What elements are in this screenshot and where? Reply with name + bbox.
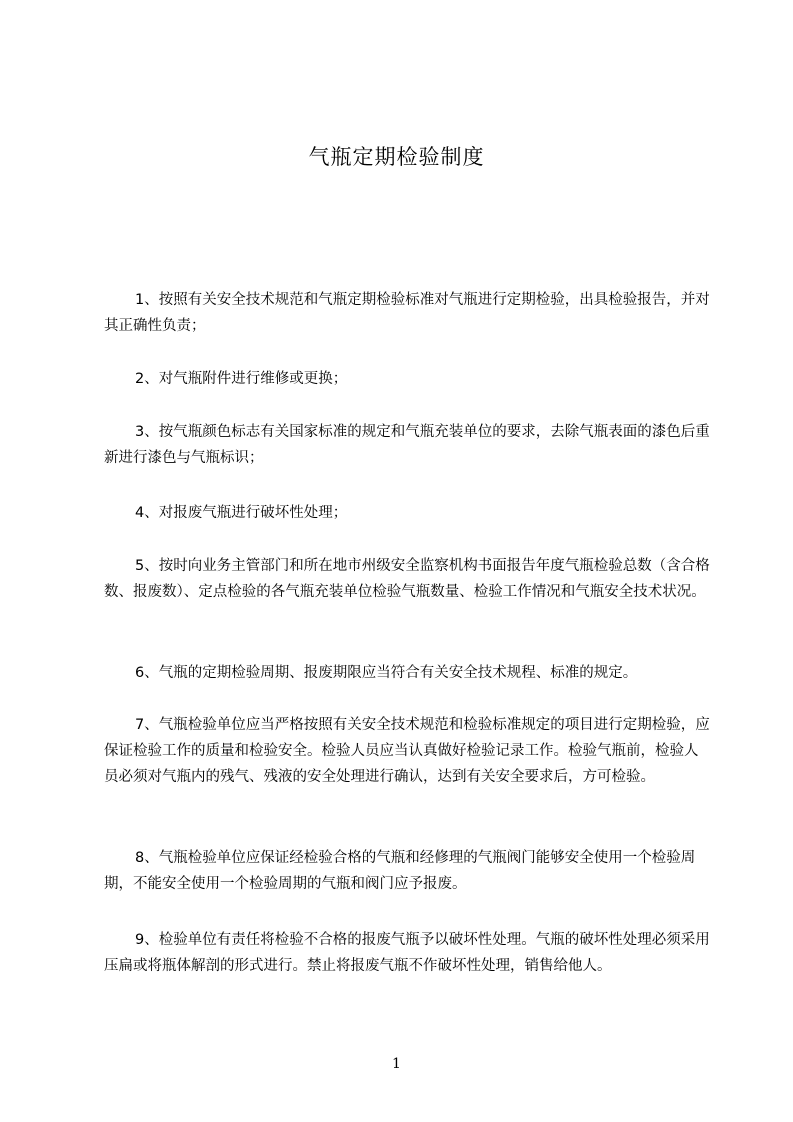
paragraph-8: 8、气瓶检验单位应保证经检验合格的气瓶和经修理的气瓶阀门能够安全使用一个检验周期，不能安全使用一个检验周期的气瓶和阀门应予报废。	[104, 850, 696, 892]
paragraph-5: 5、按时向业务主管部门和所在地市州级安全监察机构书面报告年度气瓶检验总数（含合格数、报废数）、定点检验的各气瓶充装单位检验气瓶数量、检验工作情况和气瓶安全技术状况。	[104, 558, 710, 600]
paragraph-1: 1、按照有关安全技术规范和气瓶定期检验标准对气瓶进行定期检验，出具检验报告，并对其正确性负责；	[104, 292, 710, 334]
document-title: 气瓶定期检验制度	[308, 145, 485, 169]
paragraph-7: 7、气瓶检验单位应当严格按照有关安全技术规范和检验标准规定的项目进行定期检验，应保证检验工作的质量和检验安全。检验人员应当认真做好检验记录工作。检验气瓶前，检验人员必须对气瓶内的残气、残液的安全处理进行确认，达到有关安全要求后，方可检验。	[104, 717, 710, 785]
paragraph-6: 6、气瓶的定期检验周期、报废期限应当符合有关安全技术规程、标准的规定。	[135, 665, 638, 681]
paragraph-9: 9、检验单位有责任将检验不合格的报废气瓶予以破坏性处理。气瓶的破坏性处理必须采用压扁或将瓶体解剖的形式进行。禁止将报废气瓶不作破坏性处理，销售给他人。	[104, 932, 710, 974]
paragraph-3: 3、按气瓶颜色标志有关国家标准的规定和气瓶充装单位的要求，去除气瓶表面的漆色后重新进行漆色与气瓶标识；	[104, 424, 710, 466]
paragraph-4: 4、对报废气瓶进行破坏性处理；	[135, 505, 348, 521]
page-number: 1	[392, 1056, 401, 1072]
paragraph-2: 2、对气瓶附件进行维修或更换；	[135, 371, 348, 387]
